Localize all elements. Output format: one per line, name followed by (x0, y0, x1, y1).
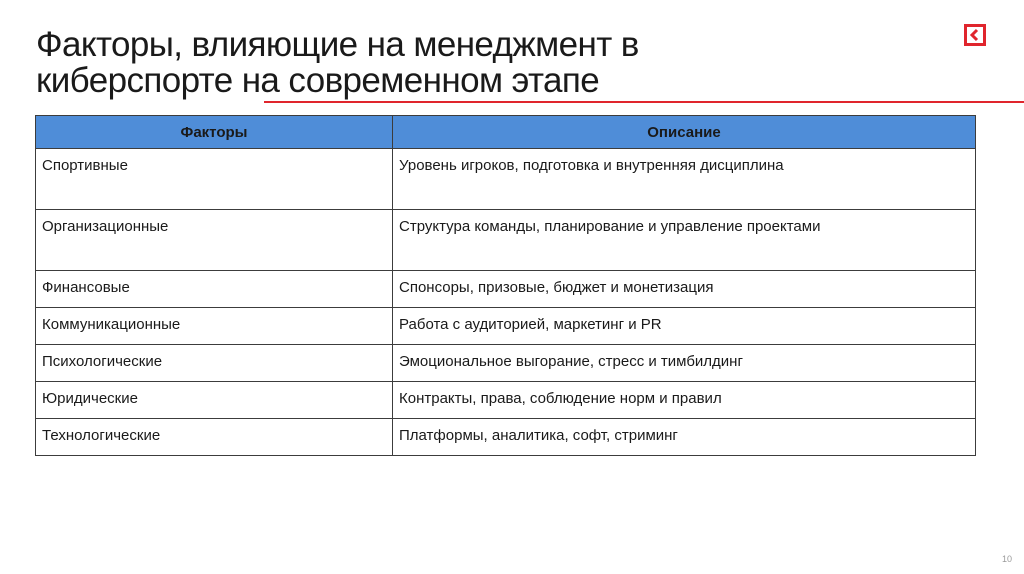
description-cell: Работа с аудиторией, маркетинг и PR (393, 308, 976, 345)
table-row (36, 308, 976, 345)
factor-cell: Коммуникационные (36, 308, 393, 345)
slide-title-line-1: Факторы, влияющие на менеджмент в (36, 25, 639, 64)
factors-table (35, 115, 976, 456)
table-row (36, 419, 976, 456)
table-row (36, 210, 976, 271)
description-cell: Эмоциональное выгорание, стресс и тимбилдинг (393, 345, 976, 382)
factor-cell: Технологические (36, 419, 393, 456)
factor-cell: Спортивные (36, 149, 393, 210)
factor-cell: Юридические (36, 382, 393, 419)
description-cell: Контракты, права, соблюдение норм и правил (393, 382, 976, 419)
factor-cell: Организационные (36, 210, 393, 271)
table-row (36, 271, 976, 308)
red-square-back-arrow-icon (964, 24, 986, 46)
table-row (36, 382, 976, 419)
title-accent-line (264, 101, 1024, 103)
table-header-row (36, 116, 976, 149)
header-description: Описание (393, 116, 976, 149)
header-factors: Факторы (36, 116, 393, 149)
description-cell: Спонсоры, призовые, бюджет и монетизация (393, 271, 976, 308)
slide-title-line-2: киберспорте на современном этапе (36, 61, 600, 100)
table-row (36, 149, 976, 210)
factor-cell: Психологические (36, 345, 393, 382)
factor-cell: Финансовые (36, 271, 393, 308)
page-number: 10 (1001, 554, 1012, 564)
slide-title (36, 27, 796, 99)
description-cell: Платформы, аналитика, софт, стриминг (393, 419, 976, 456)
table-row (36, 345, 976, 382)
description-cell: Уровень игроков, подготовка и внутренняя дисциплина (393, 149, 976, 210)
description-cell: Структура команды, планирование и управление проектами (393, 210, 976, 271)
